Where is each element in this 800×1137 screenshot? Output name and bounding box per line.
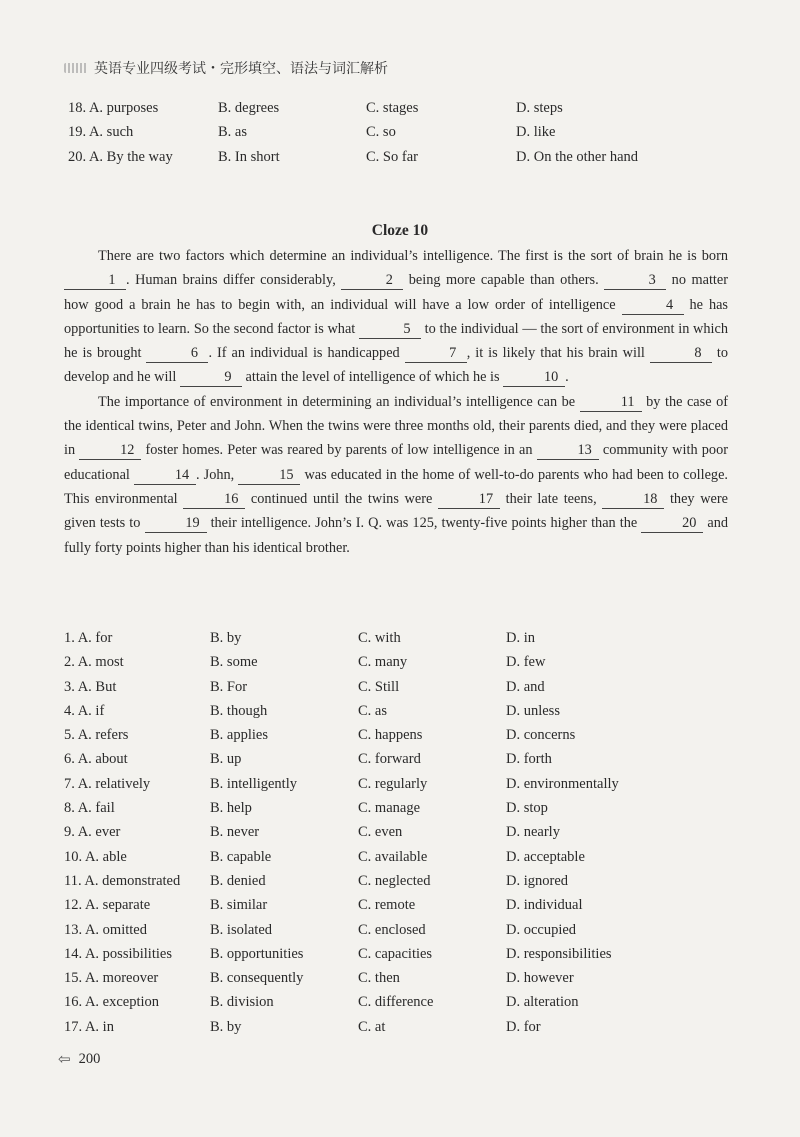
- blank-4: 4: [622, 297, 684, 315]
- option-d: D. occupied: [506, 921, 577, 938]
- option-row: [0, 970, 800, 994]
- option-a: 14. A. possibilities: [64, 945, 172, 962]
- option-c: C. difference: [358, 994, 434, 1011]
- option-b: B. up: [210, 751, 242, 768]
- answer-options: [0, 630, 800, 1043]
- option-c: C. enclosed: [358, 921, 426, 938]
- option-a: 7. A. relatively: [64, 775, 151, 792]
- blank-18: 18: [602, 491, 664, 509]
- option-d: D. nearly: [506, 824, 560, 841]
- option-row: [0, 776, 800, 800]
- blank-7: 7: [405, 345, 467, 363]
- option-b: B. by: [210, 630, 242, 646]
- option-row: [0, 703, 800, 727]
- option-d: D. individual: [506, 897, 583, 914]
- option-a: 18. A. purposes: [68, 100, 159, 116]
- option-a: 9. A. ever: [64, 824, 121, 841]
- option-b: B. though: [210, 702, 268, 719]
- option-c: C. so: [366, 124, 396, 141]
- option-c: C. manage: [358, 800, 421, 817]
- option-b: B. degrees: [218, 100, 280, 116]
- blank-9: 9: [180, 369, 242, 387]
- option-row: [0, 873, 800, 897]
- option-b: B. similar: [210, 897, 268, 914]
- option-d: D. alteration: [506, 994, 579, 1011]
- option-d: D. stop: [506, 800, 548, 817]
- option-b: B. opportunities: [210, 945, 304, 962]
- option-a: 10. A. able: [64, 848, 127, 865]
- paragraph-1: There are two factors which determine an individual’s intelligence. The first is the sort of brain he is born 1 . Human brains differ considerably, 2 being more capable than others. 3 no matter how good a brain he has to begin with, an individual will have a low order of intelligence 4 he has opportunities to learn. So the second factor is what 5 to the individual — the sort of environment in which he is brought 6 . If an individual is handicapped 7 , it is likely that his brain will 8 to develop and he will 9 attain the level of intelligence of which he is 10 .: [64, 248, 728, 386]
- option-d: D. however: [506, 970, 574, 987]
- option-a: 16. A. exception: [64, 994, 160, 1011]
- page-number: 200: [78, 1050, 101, 1067]
- option-d: D. On the other hand: [516, 148, 639, 165]
- option-c: C. happens: [358, 727, 423, 744]
- option-c: C. even: [358, 824, 403, 841]
- option-a: 1. A. for: [64, 630, 113, 646]
- blank-8: 8: [650, 345, 712, 363]
- option-row: [0, 679, 800, 703]
- running-header: [64, 58, 388, 78]
- option-row: [0, 922, 800, 946]
- option-row: [0, 630, 800, 654]
- option-row: [0, 994, 800, 1018]
- option-c: C. capacities: [358, 945, 433, 962]
- option-b: B. applies: [210, 727, 268, 744]
- blank-16: 16: [183, 491, 245, 509]
- option-a: 12. A. separate: [64, 897, 151, 914]
- option-d: D. for: [506, 1018, 541, 1035]
- option-b: B. division: [210, 994, 274, 1011]
- option-b: B. help: [210, 800, 252, 817]
- option-d: D. unless: [506, 702, 560, 719]
- option-row: [0, 946, 800, 970]
- option-d: D. environmentally: [506, 775, 619, 792]
- option-c: C. at: [358, 1018, 386, 1035]
- option-c: C. Still: [358, 678, 400, 695]
- option-b: B. isolated: [210, 921, 273, 938]
- previous-options: [0, 100, 800, 173]
- option-c: C. So far: [366, 148, 418, 165]
- option-row: [0, 100, 800, 124]
- option-row: [0, 1019, 800, 1043]
- option-row: [0, 897, 800, 921]
- header-decoration-icon: [64, 63, 88, 73]
- paragraph-2: The importance of environment in determining an individual’s intelligence can be 11 by the case of the identical twins, Peter and John. When the twins were three months old, their parents died, and they were placed in 12 foster homes. Peter was reared by parents of low intelligence in an 13 community with poor educational 14 . John, 15 was educated in the home of well-to-do parents who had been to college. This environmental 16 continued until the twins were 17 their late teens, 18 they were given tests to 19 their intelligence. John’s I. Q. was 125, twenty-five points higher than the 20 and fully forty points higher than his identical brother.: [64, 393, 729, 556]
- option-d: D. in: [506, 630, 535, 646]
- option-c: C. many: [358, 654, 408, 671]
- option-c: C. stages: [366, 100, 419, 116]
- option-b: B. some: [210, 654, 258, 671]
- option-a: 19. A. such: [68, 124, 134, 141]
- blank-15: 15: [238, 467, 300, 485]
- option-c: C. available: [358, 848, 428, 865]
- option-a: 5. A. refers: [64, 727, 129, 744]
- option-row: [0, 149, 800, 173]
- option-b: B. never: [210, 824, 260, 841]
- blank-14: 14: [134, 467, 196, 485]
- option-a: 2. A. most: [64, 654, 124, 671]
- blank-20: 20: [641, 515, 703, 533]
- option-a: 15. A. moreover: [64, 970, 159, 987]
- page-footer: [58, 1050, 100, 1068]
- option-d: D. like: [516, 124, 556, 141]
- header-title: 英语专业四级考试・完形填空、语法与词汇解析: [94, 61, 388, 77]
- blank-10: 10: [503, 369, 565, 387]
- option-a: 8. A. fail: [64, 800, 115, 817]
- option-d: D. steps: [516, 100, 563, 116]
- blank-1: 1: [64, 272, 126, 290]
- option-row: [0, 800, 800, 824]
- blank-5: 5: [359, 321, 421, 339]
- cloze-title: Cloze 10: [371, 222, 429, 239]
- option-a: 3. A. But: [64, 678, 117, 695]
- blank-3: 3: [604, 272, 666, 290]
- option-c: C. then: [358, 970, 400, 987]
- option-c: C. as: [358, 702, 387, 719]
- option-c: C. with: [358, 630, 401, 646]
- option-b: B. For: [210, 678, 248, 695]
- option-c: C. forward: [358, 751, 421, 768]
- option-b: B. In short: [218, 148, 280, 165]
- option-b: B. denied: [210, 872, 266, 889]
- option-row: [0, 124, 800, 148]
- blank-2: 2: [341, 272, 403, 290]
- left-arrow-icon: ⇦: [58, 1050, 71, 1068]
- cloze-passage: [64, 244, 728, 560]
- option-c: C. regularly: [358, 775, 428, 792]
- option-row: [0, 654, 800, 678]
- option-d: D. and: [506, 678, 545, 695]
- option-row: [0, 727, 800, 751]
- option-b: B. capable: [210, 848, 272, 865]
- option-a: 11. A. demonstrated: [64, 872, 181, 889]
- option-row: [0, 751, 800, 775]
- option-a: 6. A. about: [64, 751, 128, 768]
- option-a: 4. A. if: [64, 702, 105, 719]
- option-d: D. concerns: [506, 727, 576, 744]
- option-row: [0, 824, 800, 848]
- option-d: D. responsibilities: [506, 945, 612, 962]
- option-c: C. neglected: [358, 872, 431, 889]
- option-d: D. ignored: [506, 872, 569, 889]
- option-b: B. by: [210, 1018, 242, 1035]
- blank-17: 17: [438, 491, 500, 509]
- option-d: D. forth: [506, 751, 552, 768]
- option-b: B. intelligently: [210, 775, 297, 792]
- blank-11: 11: [580, 394, 642, 412]
- blank-6: 6: [146, 345, 208, 363]
- option-a: 20. A. By the way: [68, 148, 173, 165]
- option-d: D. few: [506, 654, 546, 671]
- option-a: 17. A. in: [64, 1018, 114, 1035]
- option-b: B. consequently: [210, 970, 304, 987]
- option-a: 13. A. omitted: [64, 921, 147, 938]
- blank-12: 12: [79, 442, 141, 460]
- option-row: [0, 849, 800, 873]
- option-b: B. as: [218, 124, 247, 141]
- blank-13: 13: [537, 442, 599, 460]
- blank-19: 19: [145, 515, 207, 533]
- option-d: D. acceptable: [506, 848, 585, 865]
- option-c: C. remote: [358, 897, 416, 914]
